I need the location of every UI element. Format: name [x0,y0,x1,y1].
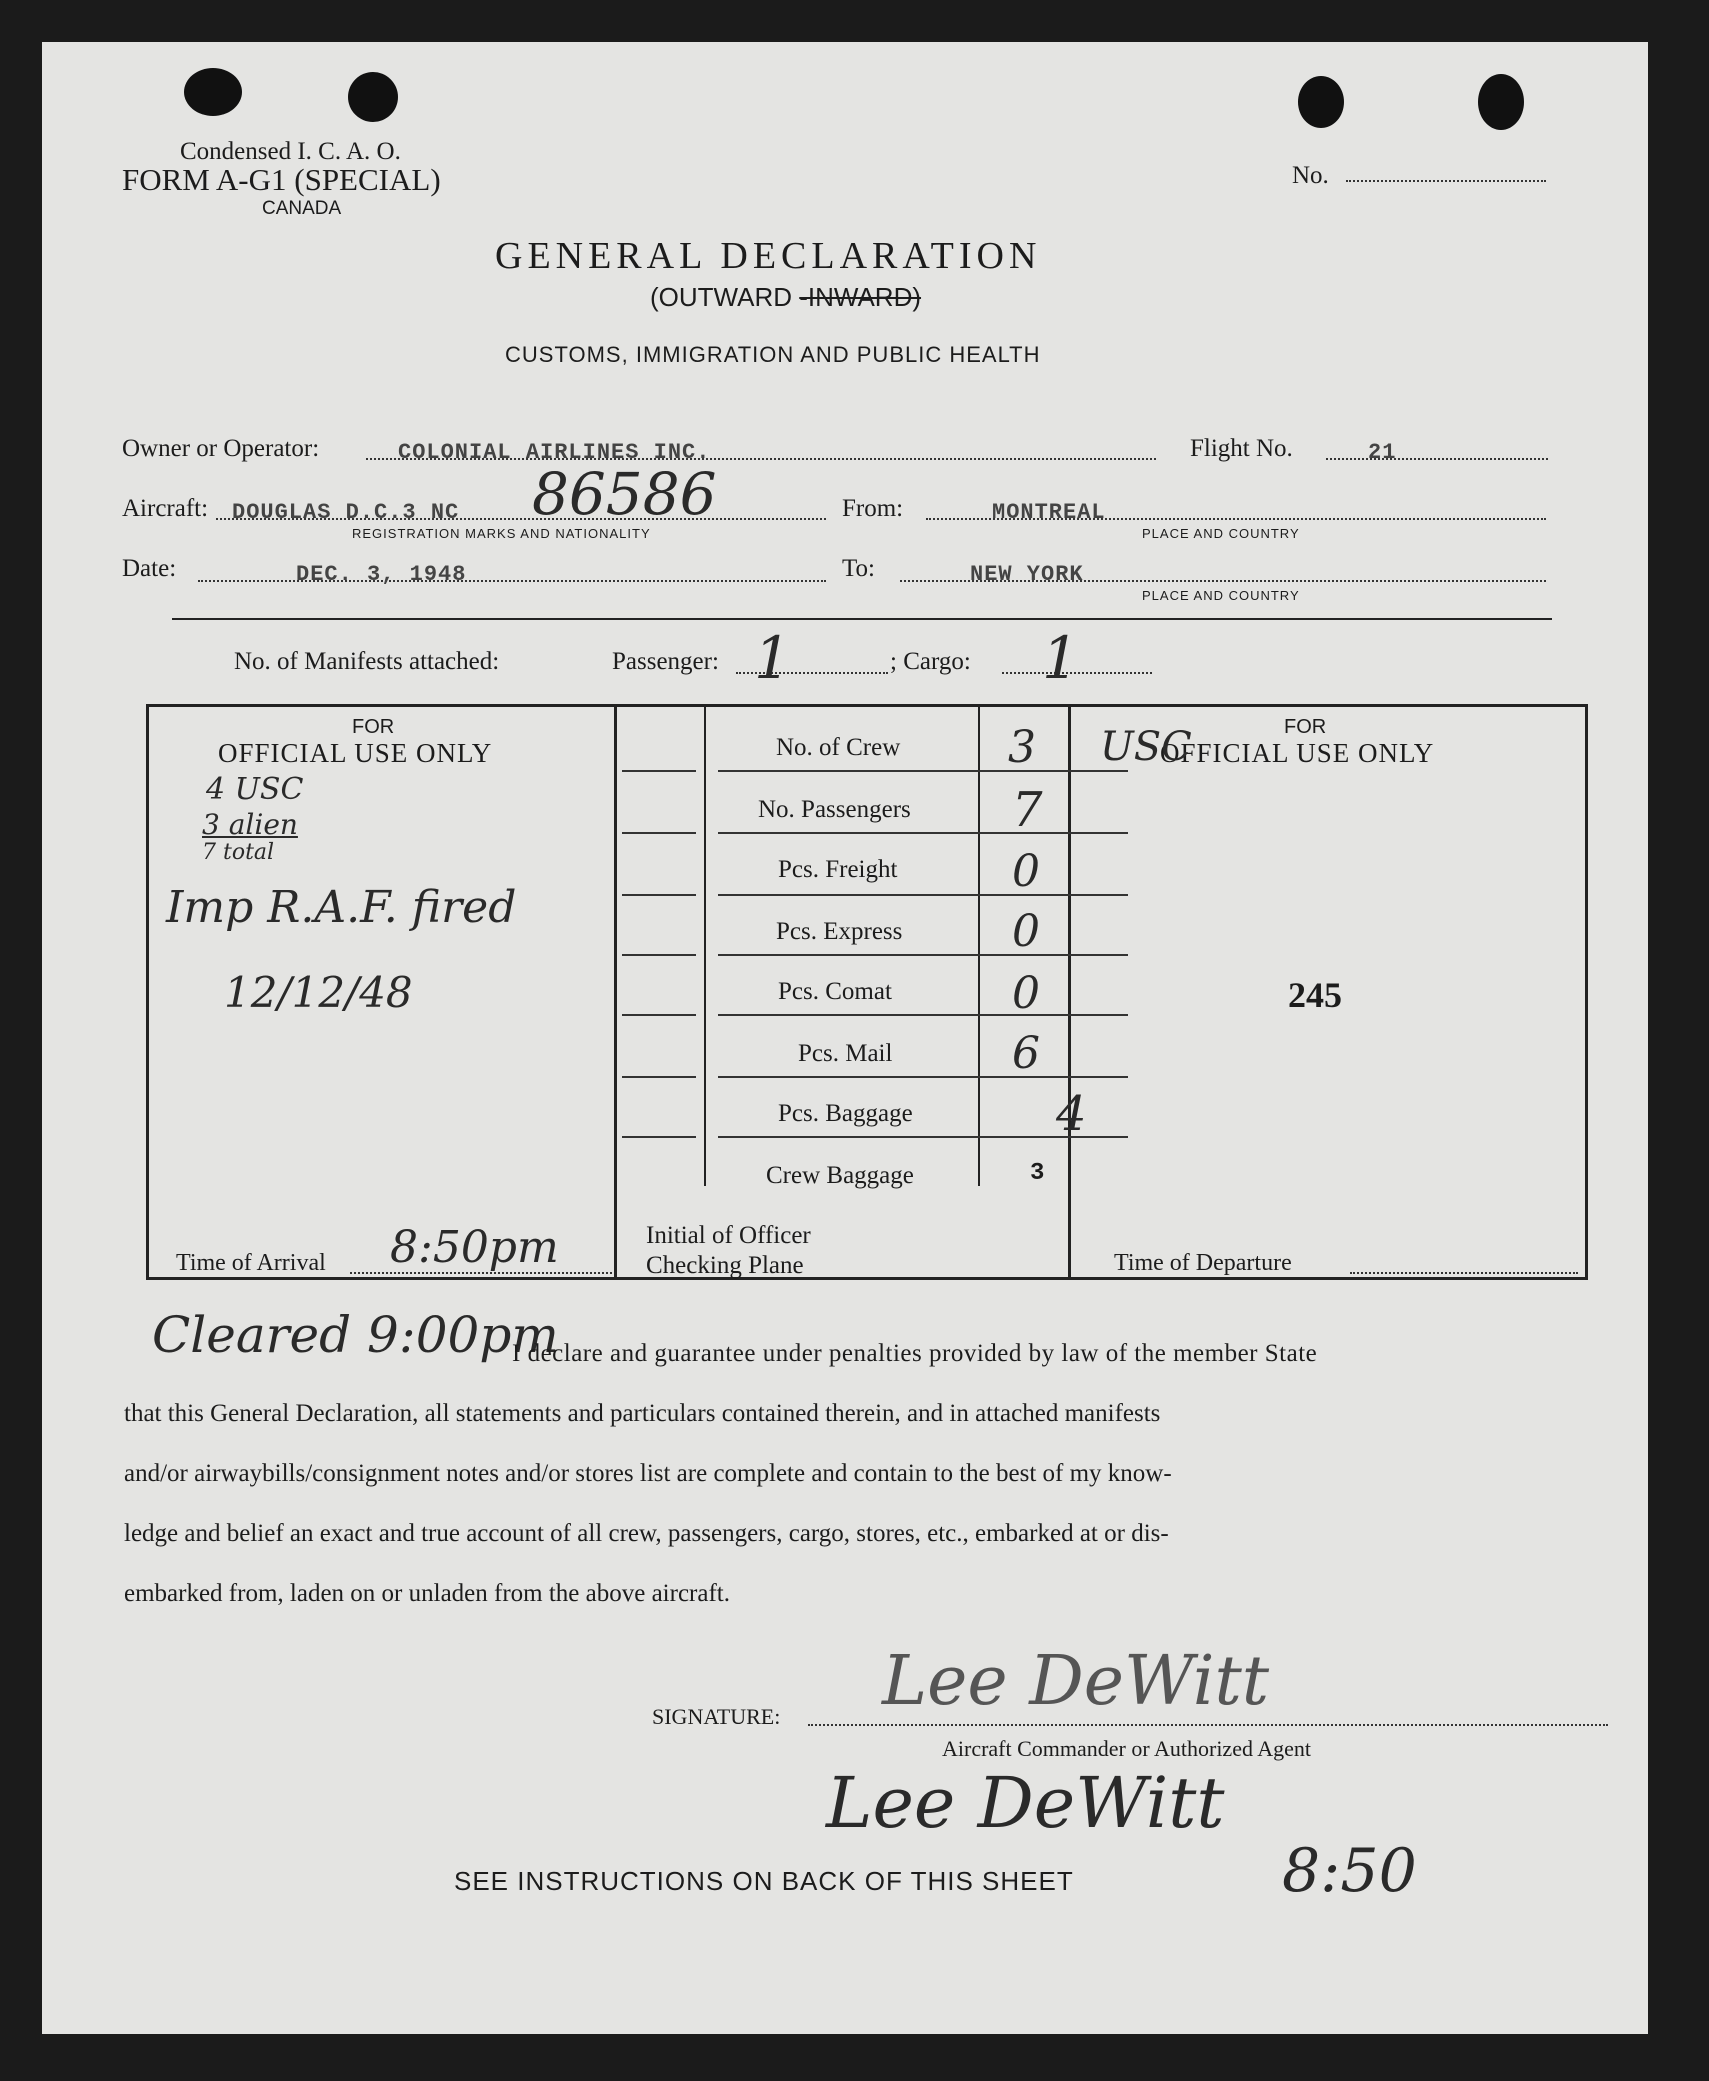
form-header-line3: CANADA [262,198,342,219]
flight-line [1326,458,1548,460]
official-note-alien: 3 alien [202,808,298,841]
count-value-baggage: 4 [1056,1086,1087,1142]
direction-line [650,282,921,313]
initial-dash [622,954,696,956]
arrival-label: Time of Arrival [176,1250,326,1276]
count-label-crew: No. of Crew [776,734,901,761]
count-value-express: 0 [1012,906,1040,957]
count-label-mail: Pcs. Mail [798,1040,893,1067]
usc-note: USC [1100,724,1192,770]
official-note-fired: Imp R.A.F. fired [166,882,517,933]
initial-dash [622,1014,696,1016]
count-label-crew-baggage: Crew Baggage [766,1162,914,1189]
from-value: MONTREAL [992,500,1106,525]
outward-label: (OUTWARD [650,282,800,312]
count-row-line [718,1076,1128,1078]
box-divider [1068,706,1071,1278]
reference-number: 245 [1288,975,1342,1015]
to-caption: PLACE AND COUNTRY [1142,588,1300,603]
count-value-mail: 6 [1012,1028,1040,1079]
aircraft-caption: REGISTRATION MARKS AND NATIONALITY [352,526,651,541]
form-header-line1: Condensed I. C. A. O. [180,138,401,165]
arrival-time-value: 8:50pm [390,1222,559,1273]
number-field-line [1346,180,1546,182]
initial-dash [622,832,696,834]
initial-officer-label-2: Checking Plane [646,1252,804,1279]
number-label: No. [1292,162,1329,189]
declaration-form [42,42,1648,2034]
right-official-title: OFFICIAL USE ONLY [1160,738,1435,768]
count-label-passengers: No. Passengers [758,796,911,823]
from-caption: PLACE AND COUNTRY [1142,526,1300,541]
initial-dash [622,1076,696,1078]
box-divider [614,706,617,1278]
count-label-baggage: Pcs. Baggage [778,1100,913,1127]
count-row-line [718,1014,1128,1016]
aircraft-value: DOUGLAS D.C.3 NC [232,500,460,525]
departure-label: Time of Departure [1114,1250,1292,1276]
declaration-line-2: that this General Declaration, all statements and particulars contained therein, and in attached manifests [124,1400,1161,1427]
declaration-line-5: embarked from, laden on or unladen from the above aircraft. [124,1580,730,1607]
official-note-total: 7 total [202,840,275,865]
manifest-passenger-value: 1 [754,624,791,692]
signature-caption: Aircraft Commander or Authorized Agent [942,1736,1312,1761]
departure-line [1350,1272,1578,1274]
punch-hole [1478,74,1524,130]
manifest-cargo-value: 1 [1042,624,1079,692]
form-header-line2: FORM A-G1 (SPECIAL) [122,162,441,197]
owner-value: COLONIAL AIRLINES INC. [398,440,711,465]
cleared-note: Cleared 9:00pm [152,1306,559,1364]
count-row-line [718,770,1128,772]
inward-struck: -INWARD) [799,282,922,312]
punch-hole [348,72,398,122]
date-label: Date: [122,555,177,582]
initial-dash [622,1136,696,1138]
to-value: NEW YORK [970,562,1084,587]
declaration-line-1: I declare and guarantee under penalties provided by law of the member State [512,1340,1318,1367]
from-label: From: [842,495,904,522]
signature-upper: Lee DeWitt [882,1642,1270,1721]
count-row-line [718,832,1128,834]
signature-time-note: 8:50 [1282,1836,1417,1906]
signature-line [808,1724,1608,1726]
count-value-freight: 0 [1012,846,1040,897]
to-label: To: [842,555,875,582]
document-title: GENERAL DECLARATION [495,235,1042,277]
right-for-label: FOR [1284,716,1327,738]
instructions-footer: SEE INSTRUCTIONS ON BACK OF THIS SHEET [454,1866,1074,1896]
punch-hole [184,68,242,116]
flight-label: Flight No. [1190,435,1293,462]
signature-lower: Lee DeWitt [826,1762,1225,1844]
count-value-crew-baggage: 3 [1030,1160,1045,1187]
signature-label: SIGNATURE: [652,1704,781,1729]
count-label-comat: Pcs. Comat [778,978,892,1005]
owner-label: Owner or Operator: [122,435,320,462]
count-row-line [718,954,1128,956]
official-note-usc: 4 USC [206,772,304,807]
declaration-line-4: ledge and belief an exact and true account of all crew, passengers, cargo, stores, etc., embarked at or dis- [124,1520,1169,1547]
flight-value: 21 [1368,440,1397,465]
initial-officer-label: Initial of Officer [646,1222,811,1249]
box-divider [978,706,980,1186]
count-value-crew: 3 [1008,722,1036,773]
document-subtitle: CUSTOMS, IMMIGRATION AND PUBLIC HEALTH [505,342,1041,367]
count-value-comat: 0 [1012,968,1040,1019]
count-label-express: Pcs. Express [776,918,903,945]
date-line [198,580,826,582]
count-label-freight: Pcs. Freight [778,856,898,883]
initial-dash [622,770,696,772]
box-divider [704,706,706,1186]
punch-hole [1298,76,1344,128]
official-note-date: 12/12/48 [224,968,413,1017]
left-official-title: OFFICIAL USE ONLY [218,738,493,768]
declaration-line-3: and/or airwaybills/consignment notes and/or stores list are complete and contain to the best of my know- [124,1460,1172,1487]
count-row-line [718,894,1128,896]
date-value: DEC. 3, 1948 [296,562,467,587]
manifest-cargo-label: ; Cargo: [890,648,971,675]
header-rule [172,618,1552,620]
count-value-passengers: 7 [1012,782,1043,838]
aircraft-label: Aircraft: [122,495,209,522]
aircraft-handwritten-number: 86586 [532,460,717,528]
manifests-label: No. of Manifests attached: [234,648,500,675]
initial-dash [622,894,696,896]
left-for-label: FOR [352,716,395,738]
manifest-passenger-label: Passenger: [612,648,719,675]
